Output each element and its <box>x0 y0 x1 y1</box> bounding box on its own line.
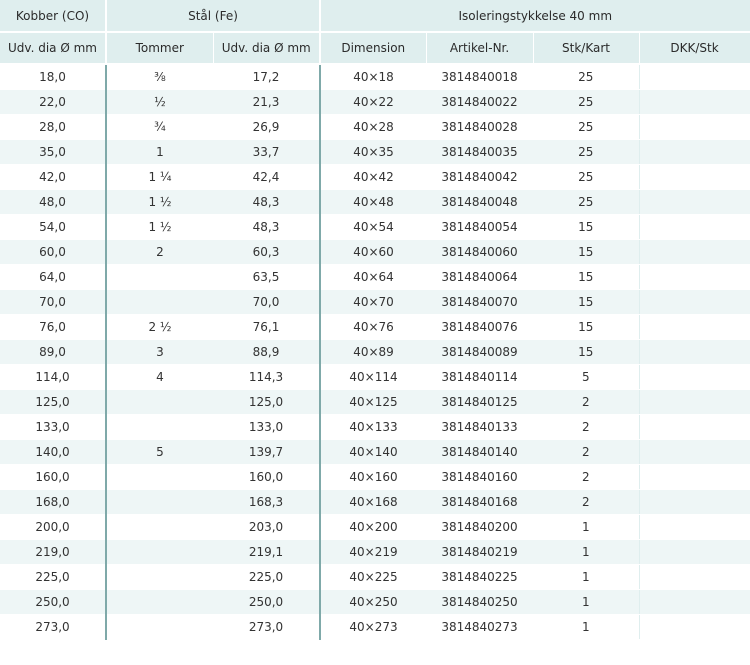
cell-stk-kart: 1 <box>533 540 639 565</box>
table-row <box>0 515 750 540</box>
cell-artikel-nr: 3814840035 <box>426 140 533 165</box>
cell-kobber-dia: 160,0 <box>0 465 106 490</box>
cell-staal-dia: 33,7 <box>213 140 320 165</box>
cell-kobber-dia: 60,0 <box>0 240 106 265</box>
table-row <box>0 440 750 465</box>
cell-tommer <box>106 490 213 515</box>
cell-dimension: 40×89 <box>320 340 426 365</box>
cell-artikel-nr: 3814840168 <box>426 490 533 515</box>
cell-dkk-stk <box>639 64 750 90</box>
cell-tommer <box>106 265 213 290</box>
cell-kobber-dia: 250,0 <box>0 590 106 615</box>
cell-artikel-nr: 3814840133 <box>426 415 533 440</box>
cell-artikel-nr: 3814840200 <box>426 515 533 540</box>
table-row <box>0 565 750 590</box>
cell-dkk-stk <box>639 115 750 140</box>
cell-artikel-nr: 3814840250 <box>426 590 533 615</box>
cell-dimension: 40×133 <box>320 415 426 440</box>
table-row <box>0 340 750 365</box>
cell-staal-dia: 63,5 <box>213 265 320 290</box>
cell-artikel-nr: 3814840225 <box>426 565 533 590</box>
cell-dkk-stk <box>639 340 750 365</box>
table-row <box>0 215 750 240</box>
cell-artikel-nr: 3814840219 <box>426 540 533 565</box>
cell-dkk-stk <box>639 265 750 290</box>
cell-artikel-nr: 3814840125 <box>426 390 533 415</box>
table-row <box>0 140 750 165</box>
group-isolering: Isoleringstykkelse 40 mm <box>320 0 750 32</box>
cell-artikel-nr: 3814840089 <box>426 340 533 365</box>
cell-stk-kart: 15 <box>533 315 639 340</box>
cell-artikel-nr: 3814840022 <box>426 90 533 115</box>
cell-dkk-stk <box>639 290 750 315</box>
cell-kobber-dia: 89,0 <box>0 340 106 365</box>
column-header-dimension: Dimension <box>320 32 426 64</box>
cell-dkk-stk <box>639 515 750 540</box>
table-row <box>0 390 750 415</box>
cell-stk-kart: 15 <box>533 290 639 315</box>
cell-dimension: 40×140 <box>320 440 426 465</box>
header-column-row <box>0 32 750 64</box>
cell-dimension: 40×219 <box>320 540 426 565</box>
cell-kobber-dia: 168,0 <box>0 490 106 515</box>
group-staal: Stål (Fe) <box>106 0 320 32</box>
cell-dimension: 40×28 <box>320 115 426 140</box>
cell-dimension: 40×76 <box>320 315 426 340</box>
cell-staal-dia: 48,3 <box>213 190 320 215</box>
cell-stk-kart: 25 <box>533 90 639 115</box>
cell-stk-kart: 15 <box>533 215 639 240</box>
cell-kobber-dia: 140,0 <box>0 440 106 465</box>
cell-dimension: 40×160 <box>320 465 426 490</box>
cell-dimension: 40×64 <box>320 265 426 290</box>
cell-kobber-dia: 42,0 <box>0 165 106 190</box>
cell-tommer: 2 ½ <box>106 315 213 340</box>
cell-stk-kart: 15 <box>533 240 639 265</box>
cell-stk-kart: 2 <box>533 440 639 465</box>
cell-staal-dia: 273,0 <box>213 615 320 640</box>
cell-tommer: 4 <box>106 365 213 390</box>
cell-kobber-dia: 70,0 <box>0 290 106 315</box>
cell-stk-kart: 1 <box>533 590 639 615</box>
cell-kobber-dia: 225,0 <box>0 565 106 590</box>
cell-stk-kart: 25 <box>533 165 639 190</box>
cell-tommer <box>106 290 213 315</box>
cell-stk-kart: 2 <box>533 490 639 515</box>
cell-tommer <box>106 515 213 540</box>
table-row <box>0 240 750 265</box>
cell-dkk-stk <box>639 190 750 215</box>
cell-kobber-dia: 273,0 <box>0 615 106 640</box>
cell-dimension: 40×225 <box>320 565 426 590</box>
table-row <box>0 115 750 140</box>
table-row <box>0 615 750 640</box>
cell-kobber-dia: 22,0 <box>0 90 106 115</box>
column-header-stk-kart: Stk/Kart <box>533 32 639 64</box>
column-header-artikel-nr: Artikel-Nr. <box>426 32 533 64</box>
cell-stk-kart: 2 <box>533 465 639 490</box>
cell-stk-kart: 2 <box>533 390 639 415</box>
cell-tommer: 3 <box>106 340 213 365</box>
table-row <box>0 165 750 190</box>
table-row <box>0 590 750 615</box>
cell-dkk-stk <box>639 365 750 390</box>
group-kobber: Kobber (CO) <box>0 0 106 32</box>
cell-tommer <box>106 390 213 415</box>
cell-staal-dia: 70,0 <box>213 290 320 315</box>
table-body <box>0 64 750 640</box>
cell-artikel-nr: 3814840018 <box>426 64 533 90</box>
cell-stk-kart: 5 <box>533 365 639 390</box>
column-header-kobber-dia: Udv. dia Ø mm <box>0 32 106 64</box>
column-header-dkk-stk: DKK/Stk <box>639 32 750 64</box>
cell-tommer: 1 ½ <box>106 190 213 215</box>
cell-dimension: 40×168 <box>320 490 426 515</box>
table-header <box>0 0 750 64</box>
table-row <box>0 540 750 565</box>
cell-dimension: 40×22 <box>320 90 426 115</box>
cell-tommer <box>106 465 213 490</box>
cell-artikel-nr: 3814840054 <box>426 215 533 240</box>
cell-tommer: 1 ¼ <box>106 165 213 190</box>
cell-dkk-stk <box>639 140 750 165</box>
cell-staal-dia: 114,3 <box>213 365 320 390</box>
cell-dimension: 40×42 <box>320 165 426 190</box>
cell-artikel-nr: 3814840064 <box>426 265 533 290</box>
cell-tommer: 5 <box>106 440 213 465</box>
cell-staal-dia: 26,9 <box>213 115 320 140</box>
cell-tommer: ¾ <box>106 115 213 140</box>
cell-dimension: 40×70 <box>320 290 426 315</box>
cell-dkk-stk <box>639 415 750 440</box>
cell-kobber-dia: 125,0 <box>0 390 106 415</box>
cell-artikel-nr: 3814840070 <box>426 290 533 315</box>
cell-stk-kart: 25 <box>533 190 639 215</box>
cell-tommer: 1 <box>106 140 213 165</box>
cell-dkk-stk <box>639 165 750 190</box>
cell-dkk-stk <box>639 590 750 615</box>
cell-tommer <box>106 615 213 640</box>
cell-stk-kart: 1 <box>533 615 639 640</box>
cell-staal-dia: 250,0 <box>213 590 320 615</box>
cell-dkk-stk <box>639 390 750 415</box>
cell-artikel-nr: 3814840076 <box>426 315 533 340</box>
cell-dkk-stk <box>639 215 750 240</box>
cell-staal-dia: 133,0 <box>213 415 320 440</box>
cell-dkk-stk <box>639 615 750 640</box>
cell-dkk-stk <box>639 440 750 465</box>
cell-stk-kart: 15 <box>533 340 639 365</box>
cell-kobber-dia: 76,0 <box>0 315 106 340</box>
table-row <box>0 190 750 215</box>
cell-kobber-dia: 54,0 <box>0 215 106 240</box>
cell-artikel-nr: 3814840042 <box>426 165 533 190</box>
column-header-tommer: Tommer <box>106 32 213 64</box>
cell-stk-kart: 25 <box>533 64 639 90</box>
cell-dkk-stk <box>639 565 750 590</box>
cell-tommer: ½ <box>106 90 213 115</box>
cell-staal-dia: 17,2 <box>213 64 320 90</box>
table-row <box>0 290 750 315</box>
cell-tommer: 2 <box>106 240 213 265</box>
cell-dkk-stk <box>639 315 750 340</box>
cell-artikel-nr: 3814840028 <box>426 115 533 140</box>
cell-kobber-dia: 48,0 <box>0 190 106 215</box>
cell-dkk-stk <box>639 90 750 115</box>
column-header-staal-dia: Udv. dia Ø mm <box>213 32 320 64</box>
cell-dkk-stk <box>639 490 750 515</box>
cell-dimension: 40×35 <box>320 140 426 165</box>
table-row <box>0 365 750 390</box>
cell-staal-dia: 139,7 <box>213 440 320 465</box>
cell-staal-dia: 219,1 <box>213 540 320 565</box>
table-row <box>0 315 750 340</box>
cell-kobber-dia: 219,0 <box>0 540 106 565</box>
cell-staal-dia: 160,0 <box>213 465 320 490</box>
cell-stk-kart: 15 <box>533 265 639 290</box>
cell-tommer <box>106 590 213 615</box>
cell-kobber-dia: 200,0 <box>0 515 106 540</box>
table-row <box>0 490 750 515</box>
cell-tommer <box>106 415 213 440</box>
cell-kobber-dia: 64,0 <box>0 265 106 290</box>
table-row <box>0 64 750 90</box>
cell-stk-kart: 25 <box>533 140 639 165</box>
cell-artikel-nr: 3814840114 <box>426 365 533 390</box>
cell-dimension: 40×200 <box>320 515 426 540</box>
cell-artikel-nr: 3814840273 <box>426 615 533 640</box>
cell-staal-dia: 42,4 <box>213 165 320 190</box>
cell-tommer <box>106 565 213 590</box>
cell-kobber-dia: 18,0 <box>0 64 106 90</box>
cell-dimension: 40×54 <box>320 215 426 240</box>
cell-stk-kart: 25 <box>533 115 639 140</box>
table-row <box>0 265 750 290</box>
cell-staal-dia: 76,1 <box>213 315 320 340</box>
cell-kobber-dia: 28,0 <box>0 115 106 140</box>
cell-stk-kart: 1 <box>533 565 639 590</box>
cell-dimension: 40×48 <box>320 190 426 215</box>
cell-staal-dia: 88,9 <box>213 340 320 365</box>
cell-dkk-stk <box>639 465 750 490</box>
cell-dimension: 40×273 <box>320 615 426 640</box>
cell-stk-kart: 1 <box>533 515 639 540</box>
cell-dkk-stk <box>639 240 750 265</box>
table-row <box>0 465 750 490</box>
cell-tommer: 1 ½ <box>106 215 213 240</box>
cell-staal-dia: 168,3 <box>213 490 320 515</box>
cell-dimension: 40×18 <box>320 64 426 90</box>
cell-artikel-nr: 3814840060 <box>426 240 533 265</box>
cell-dimension: 40×250 <box>320 590 426 615</box>
cell-dimension: 40×114 <box>320 365 426 390</box>
cell-staal-dia: 60,3 <box>213 240 320 265</box>
header-group-row <box>0 0 750 32</box>
cell-dimension: 40×125 <box>320 390 426 415</box>
cell-kobber-dia: 114,0 <box>0 365 106 390</box>
cell-artikel-nr: 3814840048 <box>426 190 533 215</box>
cell-kobber-dia: 35,0 <box>0 140 106 165</box>
cell-artikel-nr: 3814840140 <box>426 440 533 465</box>
cell-staal-dia: 225,0 <box>213 565 320 590</box>
cell-artikel-nr: 3814840160 <box>426 465 533 490</box>
cell-stk-kart: 2 <box>533 415 639 440</box>
cell-staal-dia: 21,3 <box>213 90 320 115</box>
cell-tommer: ⅜ <box>106 64 213 90</box>
cell-staal-dia: 203,0 <box>213 515 320 540</box>
cell-tommer <box>106 540 213 565</box>
table-row <box>0 415 750 440</box>
cell-kobber-dia: 133,0 <box>0 415 106 440</box>
table-row <box>0 90 750 115</box>
cell-staal-dia: 125,0 <box>213 390 320 415</box>
cell-dimension: 40×60 <box>320 240 426 265</box>
cell-staal-dia: 48,3 <box>213 215 320 240</box>
cell-dkk-stk <box>639 540 750 565</box>
